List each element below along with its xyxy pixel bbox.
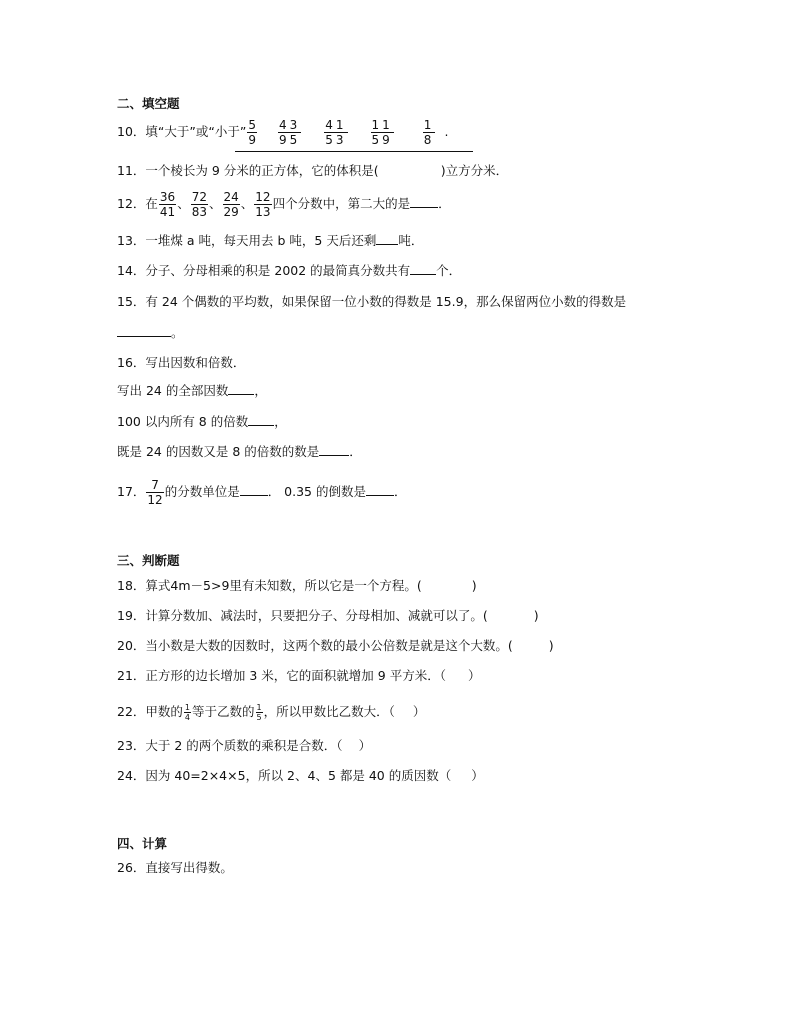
q20-end: ) [548,638,554,653]
q15-blank[interactable] [117,335,171,337]
q22-fraction-2: $\frac{1}{5}$ [256,703,262,722]
q17-prefix: 17． [117,484,146,499]
q10-fraction-2: $\frac{43}{95}$ [278,118,301,147]
q10-fraction-3: $\frac{41}{53}$ [325,118,347,147]
q11-text: 11．一个棱长为 9 分米的正方体，它的体积是( [117,163,379,178]
q14-blank[interactable] [410,273,436,275]
question-13 [117,233,423,249]
q24-text: 24．因为 40=2×4×5，所以 2、4、5 都是 40 的质因数（ [117,768,452,783]
q17-blank-2[interactable] [366,494,394,496]
q10-answer-line [235,151,473,152]
q20-text: 20．当小数是大数的因数时，这两个数的最小公倍数是就是这个大数。( [117,638,513,653]
question-12 [117,190,451,219]
question-16-line-1 [117,383,267,399]
q16-l2-end: ， [274,414,287,429]
q13-end: 吨． [398,233,424,248]
question-14 [117,263,461,279]
q13-text: 13．一堆煤 a 吨，每天用去 b 吨，5 天后还剩 [117,233,377,248]
q16-l1-text: 写出 24 的全部因数 [117,383,229,398]
q17-end: ． [393,484,407,499]
q23-end: ） [358,738,372,753]
q21-end: ） [467,668,481,683]
q14-text: 14．分子、分母相乘的积是 2002 的最简真分数共有 [117,263,411,278]
question-20 [117,638,554,654]
q24-end: ） [471,768,484,783]
q23-text: 23．大于 2 的两个质数的乘积是合数．（ [117,738,343,753]
question-15 [117,294,626,310]
q12-fraction-2: $\frac{72}{83}$ [191,190,207,219]
q12-sep-2: 、 [208,196,222,211]
q18-end: ) [471,578,477,593]
question-19 [117,608,539,624]
q17-mid2: ． 0.35 的倒数是 [267,484,366,499]
section-calc-heading: 四、计算 [117,836,168,851]
q12-sep-3: 、 [240,196,254,211]
q10-end: . [444,124,449,139]
question-18 [117,578,477,594]
q17-blank-1[interactable] [240,494,268,496]
q16-l3-text: 既是 24 的因数又是 8 的倍数的数是 [117,444,320,459]
q16-l1-end: ， [254,383,267,398]
section-judge-heading: 三、判断题 [117,553,180,568]
q22-mid: 等于乙数的 [192,704,255,719]
q16-l3-blank[interactable] [319,454,349,456]
q12-suffix: 四个分数中，第二大的是 [272,196,411,211]
q16-l3-end: ． [349,444,362,459]
question-26: 26．直接写出得数。 [117,860,233,875]
q12-blank[interactable] [410,206,438,208]
q22-end: ） [412,704,426,719]
q12-fraction-4: $\frac{12}{13}$ [255,190,271,219]
q10-prefix: 10．填“大于”或“小于” [117,124,247,139]
section-fill-heading: 二、填空题 [117,96,180,111]
q15-end: 。 [171,325,184,340]
question-10 [117,118,448,147]
q10-fraction-5: $\frac{1}{8}$ [423,118,435,147]
q12-fraction-1: $\frac{36}{41}$ [159,190,176,219]
q11-end: )立方分米． [440,163,509,178]
q16-l2-text: 100 以内所有 8 的倍数 [117,414,249,429]
question-17 [117,478,407,507]
q12-sep-1: 、 [177,196,190,211]
q12-end: ． [438,196,451,211]
q16-l2-blank[interactable] [248,424,274,426]
q13-blank[interactable] [376,243,398,245]
q19-end: ) [533,608,539,623]
question-22 [117,703,425,722]
q22-prefix: 22．甲数的 [117,704,183,719]
question-23 [117,738,371,754]
q19-text: 19．计算分数加、减法时，只要把分子、分母相加、减就可以了。( [117,608,488,623]
question-16-title: 16．写出因数和倍数． [117,355,246,370]
question-16-line-2 [117,414,287,430]
q10-fraction-4: $\frac{11}{59}$ [371,118,393,147]
question-11 [117,163,508,179]
q10-fraction-1: $\frac{5}{9}$ [248,118,256,147]
q21-text: 21．正方形的边长增加 3 米，它的面积就增加 9 平方米．（ [117,668,446,683]
q16-l1-blank[interactable] [228,393,254,395]
q22-suffix: ，所以甲数比乙数大．（ [263,704,395,719]
question-21 [117,668,480,684]
question-16-line-3 [117,444,362,460]
q15-text: 15．有 24 个偶数的平均数，如果保留一位小数的得数是 15.9，那么保留两位小数的得数是 [117,294,627,309]
q18-text: 18．算式4m－5>9里有未知数，所以它是一个方程。( [117,578,422,593]
q17-mid: 的分数单位是 [164,484,240,499]
q17-fraction: $\frac{7}{12}$ [147,478,163,507]
q22-fraction-1: $\frac{1}{4}$ [184,703,190,722]
question-15-continued [117,325,184,341]
q14-end: 个． [436,263,462,278]
q12-prefix: 12．在 [117,196,158,211]
question-24 [117,768,484,784]
q12-fraction-3: $\frac{24}{29}$ [223,190,239,219]
